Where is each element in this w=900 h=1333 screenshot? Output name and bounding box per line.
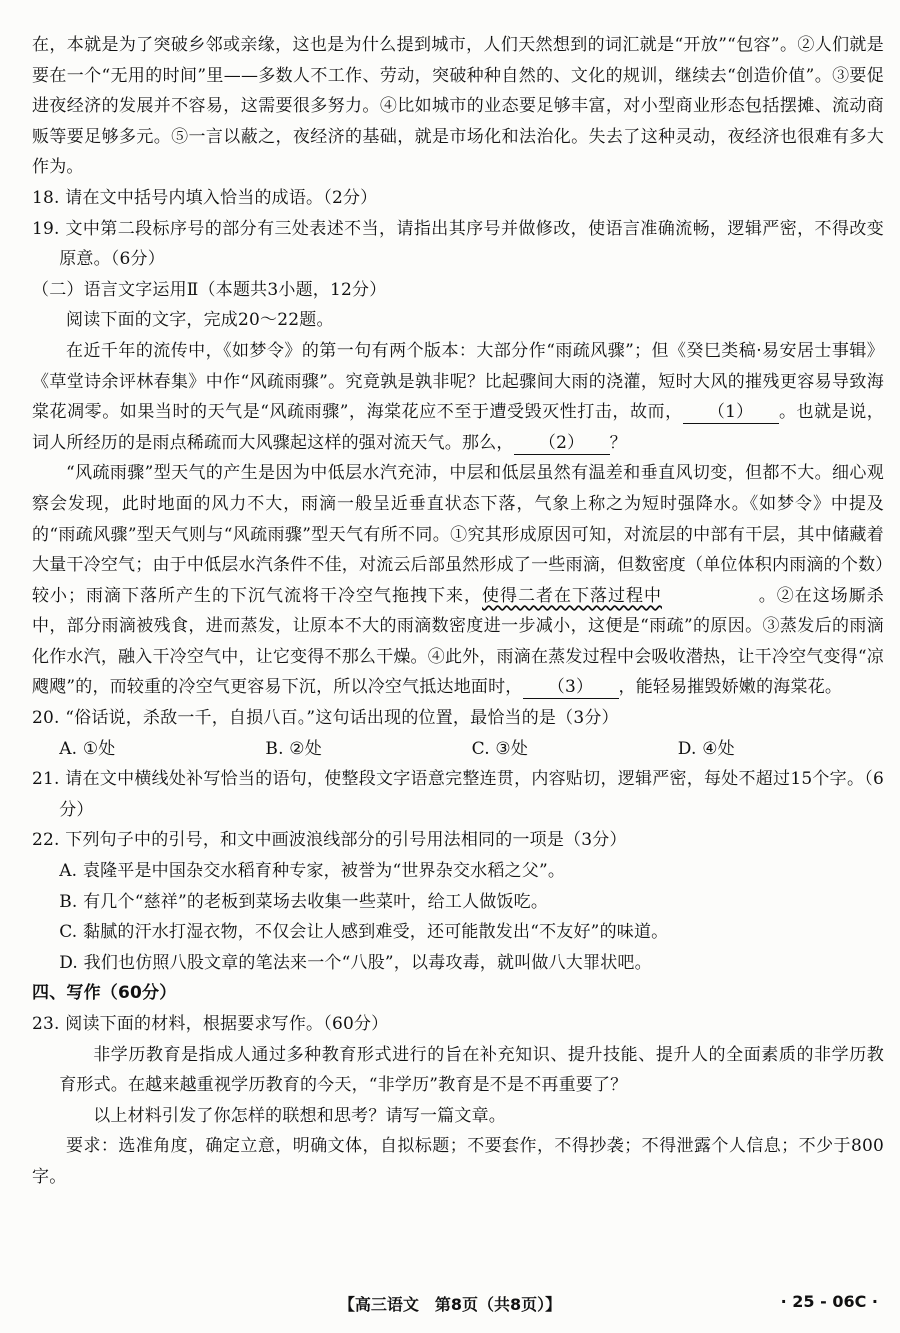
writing-material: 非学历教育是指成人通过多种教育形式进行的旨在补充知识、提升技能、提升人的全面素质的非学历教育形式。在越来越重视学历教育的今天，“非学历”教育是不是不再重要了？ bbox=[59, 1044, 884, 1096]
section-heading-writing: 四、写作（60分） bbox=[32, 983, 177, 1004]
question-18: 18. 请在文中括号内填入恰当的成语。（2分） bbox=[32, 187, 378, 208]
question-22-option-c: C. 黏腻的汗水打湿衣物，不仅会让人感到难受，还可能散发出“不友好”的味道。 bbox=[59, 922, 669, 943]
writing-requirements: 要求：选准角度，确定立意，明确文体，自拟标题；不要套作，不得抄袭；不得泄露个人信息；不少于800字。 bbox=[32, 1136, 884, 1187]
question-22: 22. 下列句子中的引号，和文中画波浪线部分的引号用法相同的一项是（3分） bbox=[32, 830, 627, 851]
page-number-label: 【高三语文 第8页（共8页）】 bbox=[338, 1295, 562, 1314]
blank-3: （3） bbox=[523, 676, 619, 699]
option-d: D. ④处 bbox=[677, 738, 735, 759]
option-b: B. ②处 bbox=[265, 738, 322, 759]
paragraph-2-text-b: 。②在这场厮杀中，部分雨滴被残食，进而蒸发，让原本不大的雨滴数密度进一步减小，这便是“雨疏”的原因。③蒸发后的雨滴化作水汽，融入干冷空气中，让它变得不那么干燥。④此外，雨滴在蒸发过程中会吸收潜热，让干冷空气变得“凉飕飕”的，而较重的冷空气更容易下沉，所以冷空气抵达地面时， bbox=[32, 585, 884, 698]
passage-paragraph-1 bbox=[32, 336, 884, 458]
page-content bbox=[32, 30, 884, 1193]
paragraph-1-text-c: ？ bbox=[609, 432, 627, 453]
passage-paragraph-2 bbox=[32, 458, 884, 703]
option-a: A. ①处 bbox=[59, 738, 116, 759]
blank-1: （1） bbox=[683, 401, 779, 424]
blank-2: （2） bbox=[514, 432, 610, 455]
question-20-options bbox=[32, 734, 884, 765]
exam-code: · 25 - 06C · bbox=[780, 1292, 878, 1311]
question-21: 21. 请在文中横线处补写恰当的语句，使整段文字语意完整连贯，内容贴切，逻辑严密，每处不超过15个字。（6分） bbox=[32, 769, 884, 820]
paragraph-2-text-a: “风疏雨骤”型天气的产生是因为中低层水汽充沛，中层和低层虽然有温差和垂直风切变，但都不大。细心观察会发现，此时地面的风力不大，雨滴一般呈近垂直状态下落，气象上称之为短时强降水。《如梦令》中提及的“雨疏风骤”型天气则与“风疏雨骤”型天气有所不同。①究其形成原因可知，对流层的中部有干层，其中储藏着大量干冷空气；由于中低层水汽条件不佳，对流云后部虽然形成了一些雨滴，但数密度（单位体积内雨滴的个数）较小；雨滴下落所产生的下沉气流将干冷空气拖拽下来， bbox=[32, 463, 884, 606]
wavy-underlined-phrase: 使得二者在下落过程中 bbox=[482, 585, 662, 606]
paragraph-2-text-c: ，能轻易摧毁娇嫩的海棠花。 bbox=[618, 677, 843, 698]
writing-prompt: 以上材料引发了你怎样的联想和思考？请写一篇文章。 bbox=[93, 1105, 506, 1126]
question-19: 19. 文中第二段标序号的部分有三处表述不当，请指出其序号并做修改，使语言准确流畅，逻辑严密，不得改变原意。（6分） bbox=[32, 218, 884, 270]
question-22-option-d: D. 我们也仿照八股文章的笔法来一个“八股”，以毒攻毒，就叫做八大罪状吧。 bbox=[59, 952, 652, 973]
passage-continuation: 在，本就是为了突破乡邻或亲缘，这也是为什么提到城市，人们天然想到的词汇就是“开放”“包容”。②人们就是要在一个“无用的时间”里——多数人不工作、劳动，突破种种自然的、文化的规训，继续去“创造价值”。③要促进夜经济的发展并不容易，这需要很多努力。④比如城市的业态要足够丰富，对小型商业形态包括摆摊、流动商贩等要足够多元。⑤一言以蔽之，夜经济的基础，就是市场化和法治化。失去了这种灵动，夜经济也很难有多大作为。 bbox=[32, 35, 884, 178]
question-22-option-a: A. 袁隆平是中国杂交水稻育种专家，被誉为“世界杂交水稻之父”。 bbox=[59, 861, 566, 882]
question-20: 20. “俗话说，杀敌一千，自损八百。”这句话出现的位置，最恰当的是（3分） bbox=[32, 708, 619, 729]
question-23: 23. 阅读下面的材料，根据要求写作。（60分） bbox=[32, 1014, 389, 1034]
section-heading-language-use-2: （二）语言文字运用Ⅱ（本题共3小题，12分） bbox=[32, 279, 387, 300]
paragraph-1-text-b: 。也就是说，词人所经历的是雨点稀疏而大风骤起这样的强对流天气。那么， bbox=[32, 402, 884, 453]
option-c: C. ③处 bbox=[471, 738, 529, 759]
page-footer bbox=[0, 1290, 900, 1320]
question-22-option-b: B. 有几个“慈祥”的老板到菜场去收集一些菜叶，给工人做饭吃。 bbox=[59, 891, 549, 912]
paragraph-1-text-a: 在近千年的流传中，《如梦令》的第一句有两个版本：大部分作“雨疏风骤”；但《癸巳类稿·易安居士事辑》《草堂诗余评林春集》中作“风疏雨骤”。究竟孰是孰非呢？比起骤间大雨的浇灌，短时大风的摧残更容易导致海棠花凋零。如果当时的天气是“风疏雨骤”，海棠花应不至于遭受毁灭性打击，故而， bbox=[32, 340, 884, 423]
reading-instruction: 阅读下面的文字，完成20～22题。 bbox=[66, 310, 334, 331]
